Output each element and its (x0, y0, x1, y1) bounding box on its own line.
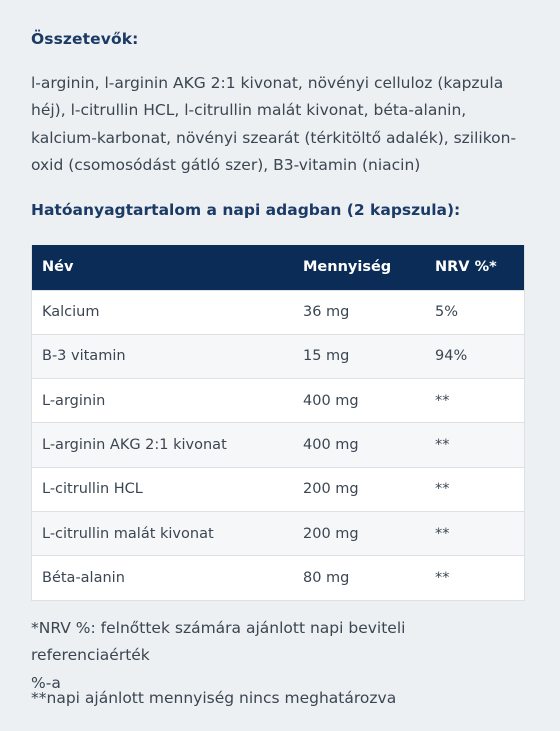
nrv-footnote-line: %-a (31, 673, 61, 692)
cell-quantity: 36 mg (293, 290, 425, 334)
cell-name: L-arginin (32, 379, 294, 423)
cell-nrv: 5% (425, 290, 525, 334)
cell-quantity: 80 mg (293, 556, 425, 600)
column-header-quantity: Mennyiség (303, 259, 392, 276)
cell-name: Kalcium (32, 290, 294, 334)
ingredients-text (31, 70, 526, 179)
cell-quantity: 15 mg (293, 334, 425, 378)
table-row (32, 467, 525, 511)
nutrition-table (31, 245, 525, 601)
ingredients-line: héj), l-citrullin HCL, l-citrullin malát kivonat, béta-alanin, (31, 101, 467, 120)
table-row (32, 334, 525, 378)
cell-quantity: 400 mg (293, 379, 425, 423)
cell-nrv: ** (425, 379, 525, 423)
table-row (32, 290, 525, 334)
cell-name: B-3 vitamin (32, 334, 294, 378)
cell-quantity: 200 mg (293, 467, 425, 511)
table-header (32, 245, 525, 290)
active-ingredients-heading: Hatóanyagtartalom a napi adagban (2 kapszula): (31, 201, 461, 219)
cell-nrv: ** (425, 511, 525, 555)
table-header-row (32, 245, 525, 290)
cell-nrv: ** (425, 556, 525, 600)
cell-name: Béta-alanin (32, 556, 294, 600)
cell-nrv: 94% (425, 334, 525, 378)
cell-name: L-citrullin malát kivonat (32, 511, 294, 555)
no-intake-footnote: **napi ajánlott mennyiség nincs meghatározva (31, 689, 397, 707)
ingredients-heading: Összetevők: (31, 30, 139, 48)
cell-nrv: ** (425, 467, 525, 511)
table-row (32, 511, 525, 555)
table-row (32, 423, 525, 467)
cell-nrv: ** (425, 423, 525, 467)
column-header-name: Név (42, 259, 74, 276)
column-header-nrv: NRV %* (435, 259, 497, 276)
ingredients-line: oxid (csomosódást gátló szer), B3-vitamin (niacin) (31, 155, 421, 174)
cell-name: L-arginin AKG 2:1 kivonat (32, 423, 294, 467)
table-row (32, 556, 525, 600)
cell-name: L-citrullin HCL (32, 467, 294, 511)
cell-quantity: 400 mg (293, 423, 425, 467)
ingredients-line: l-arginin, l-arginin AKG 2:1 kivonat, növényi celluloz (kapzula (31, 74, 504, 92)
nrv-footnote-line: *NRV %: felnőttek számára ajánlott napi beviteli referenciaérték (31, 619, 406, 665)
table-body (32, 290, 525, 600)
table-row (32, 379, 525, 423)
ingredients-line: kalcium-karbonat, növényi szearát (térkitöltő adalék), szilikon- (31, 128, 517, 147)
cell-quantity: 200 mg (293, 511, 425, 555)
